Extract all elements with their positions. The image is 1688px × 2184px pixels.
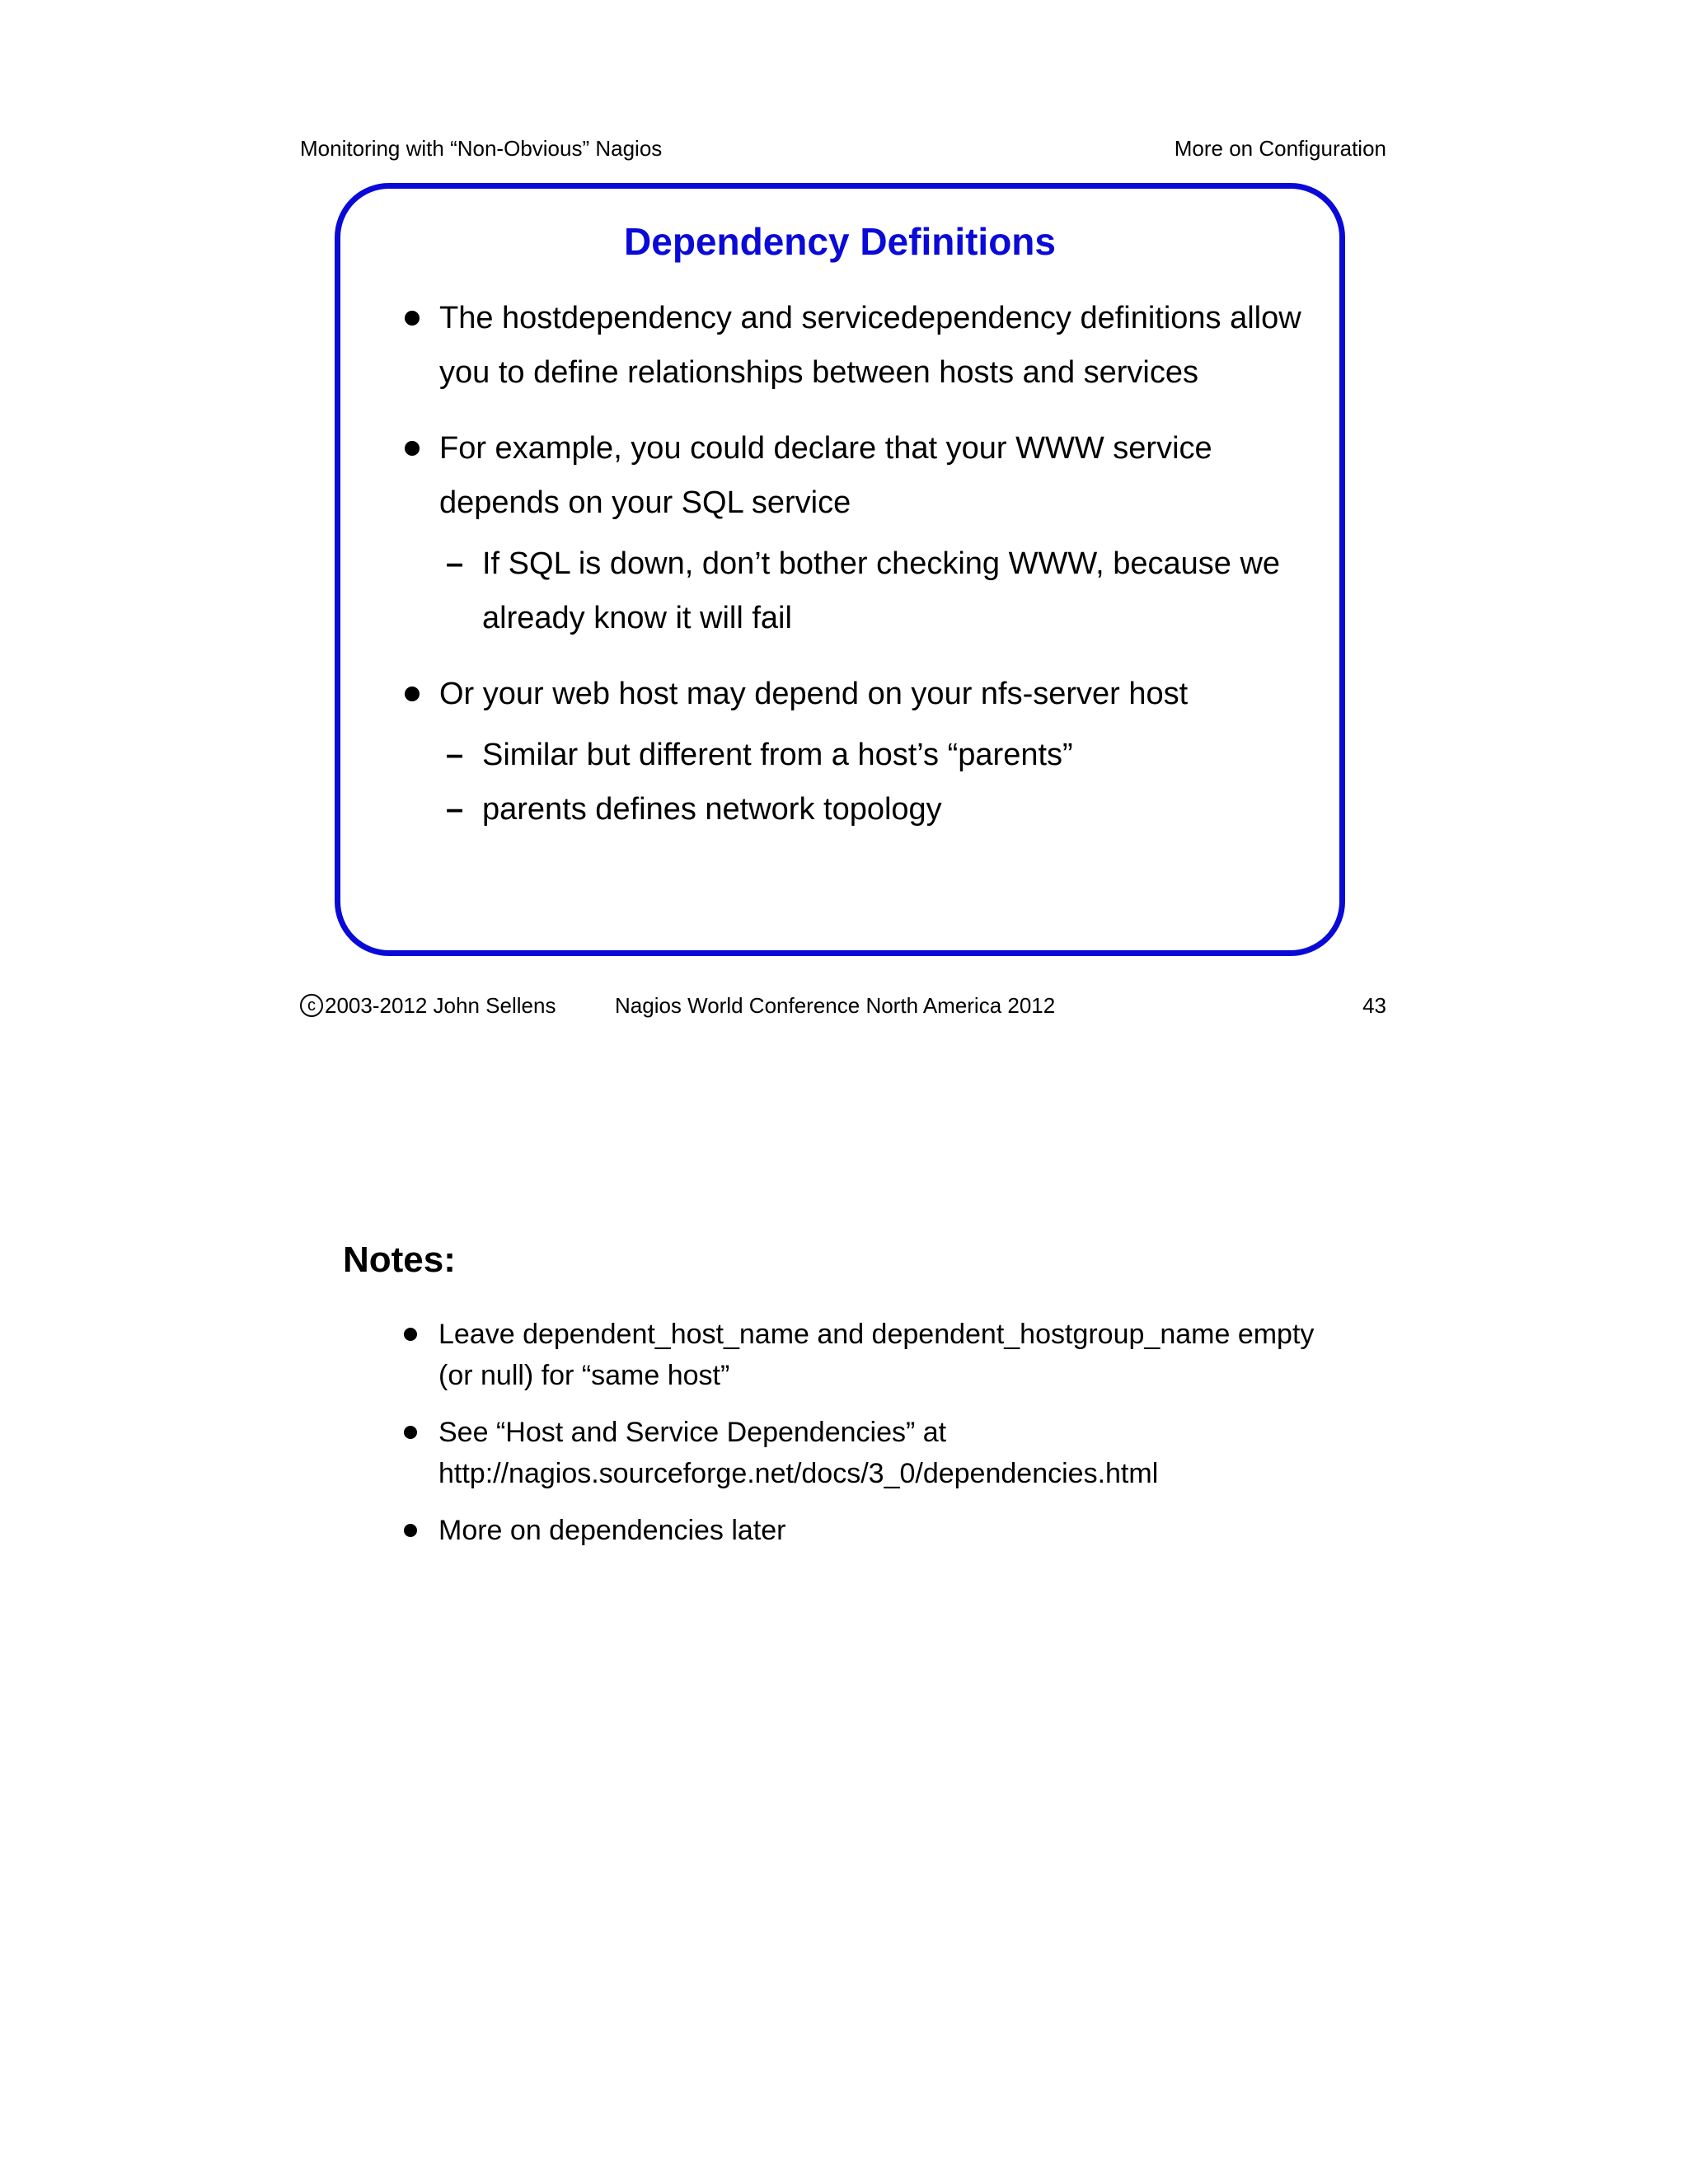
running-header-section: More on Configuration (1174, 136, 1386, 161)
slide-bullet-text: For example, you could declare that your WWW service depends on your SQL service (439, 431, 1212, 520)
slide-frame (335, 183, 1345, 956)
footer-copyright (300, 992, 556, 1019)
slide-bullet (400, 667, 1306, 837)
slide-sub-item-text: parents defines network topology (482, 792, 942, 827)
bullet-dot-icon (405, 311, 420, 326)
bullet-dot-icon (404, 1524, 417, 1537)
bullet-dot-icon (405, 441, 420, 456)
slide-sub-list (439, 537, 1306, 645)
slide-bullet-list (400, 291, 1306, 858)
notes-item-line: More on dependencies later (438, 1515, 786, 1546)
dash-icon: – (446, 738, 464, 772)
running-header-title: Monitoring with “Non-Obvious” Nagios (300, 136, 663, 161)
dash-icon: – (446, 546, 464, 581)
slide-bullet-text: The hostdependency and servicedependency definitions allow you to define relationships between hosts and services (439, 301, 1301, 390)
notes-item-line: Leave dependent_host_name and dependent_hostgroup_name empty (438, 1319, 1315, 1350)
slide-sub-item (439, 537, 1306, 645)
footer-conference: Nagios World Conference North America 2012 (615, 993, 1056, 1018)
slide-bullet-text: Or your web host may depend on your nfs-server host (439, 677, 1189, 711)
slide-sub-item-text: Similar but different from a host’s “parents” (482, 738, 1073, 772)
slide-title: Dependency Definitions (624, 220, 1056, 263)
slide-bullet (400, 291, 1306, 400)
bullet-dot-icon (404, 1328, 417, 1341)
notes-heading: Notes: (343, 1240, 456, 1280)
bullet-dot-icon (404, 1426, 417, 1439)
slide-sub-item (439, 782, 1306, 837)
notes-item (401, 1314, 1390, 1396)
notes-list (401, 1314, 1390, 1567)
notes-item-line: See “Host and Service Dependencies” at (438, 1417, 947, 1448)
copyright-icon: c (300, 994, 323, 1017)
notes-item (401, 1510, 1390, 1551)
dash-icon: – (446, 792, 464, 827)
bullet-dot-icon (405, 687, 420, 701)
notes-item-line: (or null) for “same host” (438, 1360, 730, 1391)
slide-sub-item (439, 728, 1306, 782)
notes-link-text: http://nagios.sourceforge.net/docs/3_0/dependencies.html (438, 1458, 1159, 1489)
footer-copyright-text: 2003-2012 John Sellens (325, 993, 556, 1018)
slide-bullet (400, 421, 1306, 645)
page-number: 43 (1362, 993, 1386, 1018)
slide-sub-item-text: If SQL is down, don’t bother checking WWW, because we already know it will fail (482, 546, 1281, 635)
slide-sub-list (439, 728, 1306, 837)
notes-item (401, 1412, 1390, 1494)
